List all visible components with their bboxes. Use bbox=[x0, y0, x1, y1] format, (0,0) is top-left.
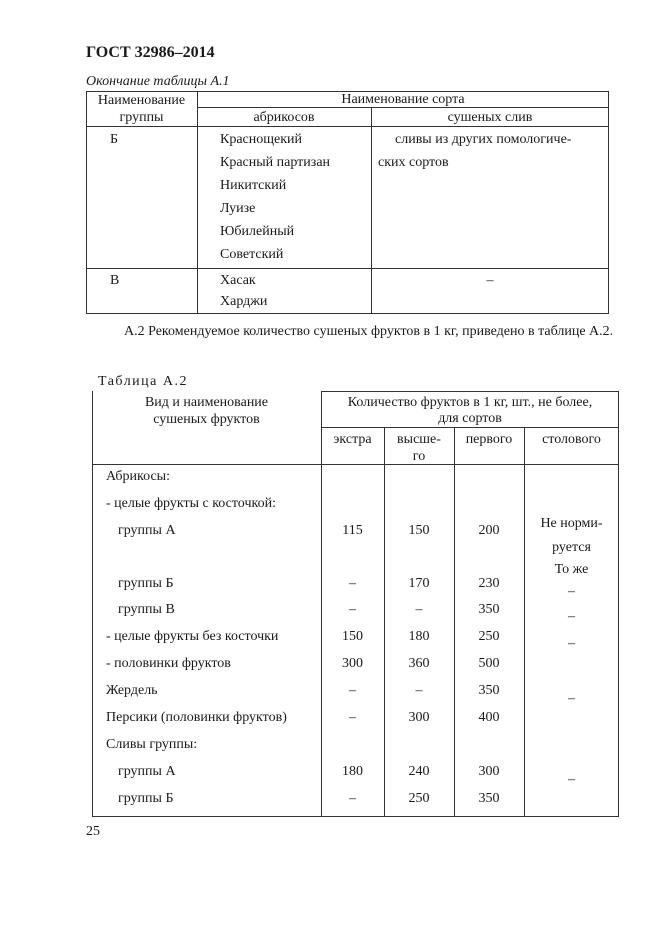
table-a2-row-name: группы А bbox=[118, 523, 176, 538]
table-a2-row-name: Абрикосы: bbox=[106, 469, 170, 484]
table-a2-cell-higher: 240 bbox=[408, 764, 430, 779]
table-a2-head-quantity: для сортов bbox=[438, 411, 502, 426]
table-a1-apricot-variety: Хасак bbox=[220, 273, 256, 288]
table-a1-apricot-variety: Краснощекий bbox=[220, 132, 303, 147]
table-a2-cell-first: 350 bbox=[478, 683, 500, 698]
table-a2-caption: Таблица А.2 bbox=[98, 374, 188, 389]
table-a2-cell-table: – bbox=[568, 691, 575, 706]
table-a1-head-group: группы bbox=[119, 110, 164, 125]
table-a2-row-name: Персики (половинки фруктов) bbox=[106, 710, 287, 725]
table-a2-cell-table: – bbox=[568, 584, 575, 599]
table-a2-cell-extra: – bbox=[349, 710, 356, 725]
table-a1-plum-variety: сливы из других помологиче- bbox=[395, 132, 572, 147]
table-a1-apricot-variety: Харджи bbox=[220, 294, 268, 309]
table-a2-cell-higher: 150 bbox=[408, 523, 430, 538]
table-a1-apricot-variety: Советский bbox=[220, 247, 284, 262]
table-a2-row-name: группы Б bbox=[118, 576, 174, 591]
table-a2-row-name: группы А bbox=[118, 764, 176, 779]
paragraph-a2: А.2 Рекомендуемое количество сушеных фруктов в 1 кг, приведено в таблице А.2. bbox=[124, 324, 614, 339]
table-a2-cell-first: 350 bbox=[478, 602, 500, 617]
table-a2-row-name: Жердель bbox=[106, 683, 158, 698]
table-a2-cell-first: 300 bbox=[478, 764, 500, 779]
table-a2-row-name: Сливы группы: bbox=[106, 737, 198, 752]
table-a1-head-apricots: абрикосов bbox=[253, 110, 315, 125]
table-a2-row-name: группы В bbox=[118, 602, 175, 617]
table-a2-cell-first: 200 bbox=[478, 523, 500, 538]
table-a1-head-plums: сушеных слив bbox=[447, 110, 533, 125]
table-a2-cell-extra: – bbox=[349, 683, 356, 698]
table-a1-plum-variety: – bbox=[486, 273, 494, 288]
table-a1-head-group: Наименование bbox=[97, 93, 186, 108]
table-a2-cell-extra: 180 bbox=[342, 764, 363, 779]
table-a2-cell-first: 350 bbox=[478, 791, 500, 806]
table-a2-cell-extra: 150 bbox=[342, 629, 363, 644]
table-a2-cell-higher: – bbox=[415, 602, 423, 617]
table-a2-cell-higher: 180 bbox=[408, 629, 430, 644]
table-a2-cell-higher: 170 bbox=[408, 576, 430, 591]
table-a2-cell-table: Не норми- bbox=[540, 516, 603, 531]
table-a2-cell-extra: 300 bbox=[342, 656, 363, 671]
table-a2-cell-table: – bbox=[568, 609, 575, 624]
table-a2-row-name: - целые фрукты с косточкой: bbox=[106, 496, 276, 511]
table-a2-row-name: - половинки фруктов bbox=[106, 656, 231, 671]
table-a2-head-higher: го bbox=[412, 449, 426, 464]
table-a2-cell-extra: – bbox=[349, 576, 356, 591]
table-a1-plum-variety: ских сортов bbox=[378, 155, 449, 170]
table-a2-head-higher: высше- bbox=[397, 432, 441, 447]
table-a2-head-name: сушеных фруктов bbox=[153, 412, 260, 427]
table-a2-head-quantity: Количество фруктов в 1 кг, шт., не более, bbox=[347, 395, 593, 410]
table-a2-cell-extra: – bbox=[349, 602, 356, 617]
table-a1-apricot-variety: Луизе bbox=[220, 201, 256, 216]
table-a2-cell-higher: 360 bbox=[408, 656, 430, 671]
table-a2-rule bbox=[321, 427, 619, 428]
table-a1-apricot-variety: Никитский bbox=[220, 178, 287, 193]
table-a2-cell-table: – bbox=[568, 636, 575, 651]
table-a2-cell-table: – bbox=[568, 772, 575, 787]
table-a2-head-extra: экстра bbox=[333, 432, 372, 447]
table-a1-apricot-variety: Красный партизан bbox=[220, 155, 331, 170]
table-a2-cell-first: 500 bbox=[478, 656, 500, 671]
table-a2-cell-first: 230 bbox=[478, 576, 500, 591]
table-a2-cell-first: 400 bbox=[478, 710, 500, 725]
table-a2-rule bbox=[384, 427, 385, 817]
table-a2-head-name: Вид и наименование bbox=[144, 395, 269, 410]
table-a1-apricot-variety: Юбилейный bbox=[220, 224, 295, 239]
table-a2-cell-first: 250 bbox=[478, 629, 500, 644]
table-a2-head-first: первого bbox=[465, 432, 513, 447]
table-a2-cell-extra: – bbox=[349, 791, 356, 806]
table-a1-rule bbox=[86, 126, 609, 127]
table-a2-cell-higher: 300 bbox=[408, 710, 430, 725]
table-a2 bbox=[92, 391, 619, 817]
table-a2-cell-table: То же bbox=[554, 562, 589, 577]
table-a2-cell-extra: 115 bbox=[342, 523, 363, 538]
table-a1-group-name: В bbox=[110, 273, 120, 288]
table-a1-group-name: Б bbox=[110, 132, 119, 147]
document-id: ГОСТ 32986–2014 bbox=[86, 44, 215, 61]
table-a1 bbox=[86, 91, 609, 314]
table-a2-row-name: - целые фрукты без косточки bbox=[106, 629, 279, 644]
table-a2-cell-higher: – bbox=[415, 683, 423, 698]
table-a1-rule bbox=[86, 268, 609, 269]
table-a2-rule bbox=[454, 427, 455, 817]
table-a2-head-table: столового bbox=[542, 432, 601, 447]
table-a2-cell-table: руется bbox=[552, 540, 591, 555]
table-a1-head-variety: Наименование сорта bbox=[341, 92, 465, 107]
table-a2-row-name: группы Б bbox=[118, 791, 174, 806]
table-a2-cell-higher: 250 bbox=[408, 791, 430, 806]
page-number: 25 bbox=[86, 824, 100, 839]
table-a2-rule bbox=[92, 464, 619, 465]
table-a2-rule bbox=[321, 391, 619, 392]
table-a1-caption: Окончание таблицы А.1 bbox=[86, 74, 230, 89]
